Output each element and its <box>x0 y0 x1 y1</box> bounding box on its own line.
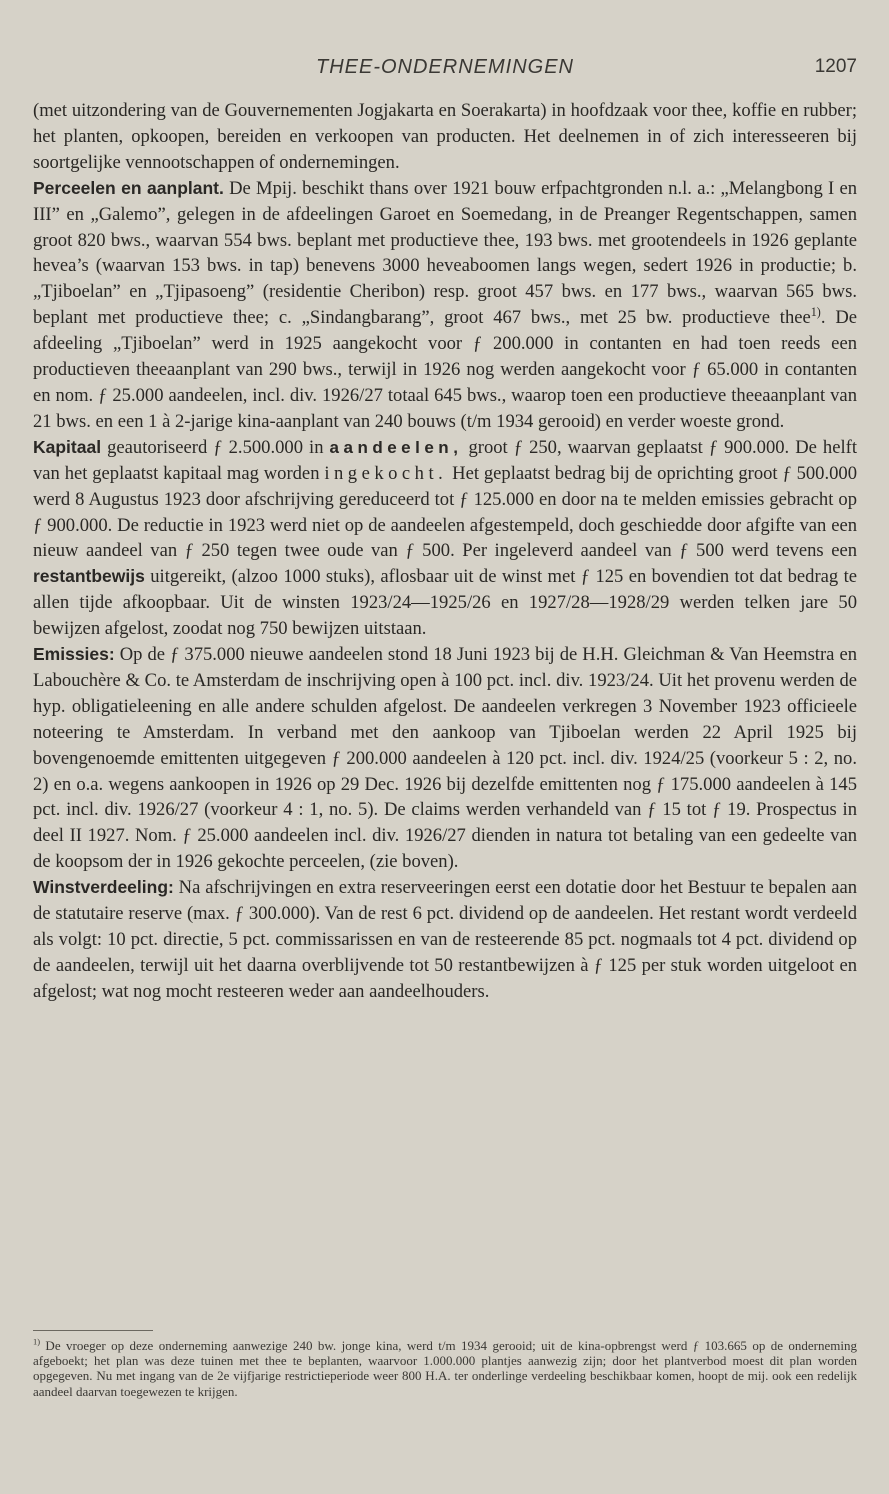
section-heading-perceelen: Perceelen en aanplant. <box>33 177 224 198</box>
paragraph-text: . De afdeeling „Tjiboelan” werd in 1925 aangekocht voor ƒ 200.000 in contanten en had toen reeds een productieven theeaanplant van 290 bws., terwijl in 1926 nog werden aangekocht voor ƒ 65.000 in contanten en nom. ƒ 25.000 aandeelen, incl. div. 1926/27 totaal 645 bws., waarop toen een productieve theeaanplant van 21 bws. en een 1 à 2-jarige kina-aanplant van 240 bouws (t/m 1934 gerooid) en verder woeste grond. <box>33 307 857 432</box>
paragraph-perceelen <box>33 176 857 435</box>
footnote-text: De vroeger op deze onderneming aanwezige 240 bw. jonge kina, werd t/m 1934 gerooid; uit de kina-opbrengst werd ƒ 103.665 op de onderneming afgeboekt; het plan was deze tuinen met thee te beplanten, waarvoor 1.000.000 plantjes aanwezig zijn; door het plantverbod moest dit plan worden opgegeven. Nu met ingang van de 2e vijfjarige restrictieperiode weer 800 H.A. ter onderlinge verdeeling beschikbaar komen, hoopt de mij. ook een redelijk aandeel daarvan toegewezen te krijgen. <box>33 1338 857 1399</box>
section-heading-kapitaal: Kapitaal <box>33 436 102 457</box>
page-number: 1207 <box>814 56 857 77</box>
paragraph-text: (met uitzondering van de Gouvernementen Jogjakarta en Soerakarta) in hoofdzaak voor thee, koffie en rubber; het planten, opkoopen, bereiden en verkoopen van producten. Het deelnemen in of zich interesseeren bij soortgelijke vennootschappen of ondernemingen. <box>33 100 857 173</box>
paragraph-text: groot ƒ 250, waarvan geplaatst ƒ 900.000. De helft van het geplaatst kapitaal mag worden <box>33 436 858 484</box>
footnote <box>33 1338 857 1399</box>
running-header <box>33 56 857 88</box>
paragraph-text: geautoriseerd ƒ 2.500.000 in <box>101 436 330 458</box>
paragraph-text: De Mpij. beschikt thans over 1921 bouw erfpachtgronden n.l. a.: „Melangbong I en III” en „Galemo”, gelegen in de afdeelingen Garoet en Soemedang, in de Preanger Regentschappen, samen groot 820 bws., waarvan 554 bws. beplant met productieve thee, 193 bws. met grootendeels in 1926 geplante hevea’s (waarvan 153 bws. in tap) benevens 3000 heveaboomen langs wegen, sedert 1926 in productie; b. „Tjiboelan” en „Tjipasoeng” (residentie Cheribon) resp. groot 457 bws. en 177 bws., waarvan 565 bws. beplant met productieve thee; c. „Sindangbarang”, groot 467 bws., met 25 bw. productieve thee <box>33 177 857 329</box>
running-title: THEE-ONDERNEMINGEN <box>315 56 574 78</box>
spaced-term-ingekocht: ingekocht. <box>324 462 448 484</box>
footnote-reference: 1) <box>810 305 821 320</box>
paragraph-text: Het geplaatst bedrag bij de oprichting groot ƒ 500.000 werd 8 Augustus 1923 door afschrijving gereduceerd tot ƒ 125.000 en door na te melden emissies gebracht op ƒ 900.000. De reductie in 1923 werd niet op de aandeelen afgestempeld, doch geschiedde door afgifte van een nieuw aandeel van ƒ 250 tegen twee oude van ƒ 500. Per ingeleverd aandeel van ƒ 500 werd tevens een <box>33 462 857 562</box>
bold-term-restantbewijs: restantbewijs <box>33 566 145 587</box>
paragraph-winstverdeeling <box>33 875 857 1005</box>
paragraph-emissies <box>33 642 857 875</box>
paragraph-objective <box>33 98 857 176</box>
footnote-marker: 1) <box>33 1336 41 1347</box>
paragraph-text: Na afschrijvingen en extra reserveeringen eerst een dotatie door het Bestuur te bepalen aan de statutaire reserve (max. ƒ 300.000). Van de rest 6 pct. dividend op de aandeelen. Het restant wordt verdeeld als volgt: 10 pct. directie, 5 pct. commissarissen en van de resteerende 85 pct. nogmaals tot 4 pct. dividend op de aandeelen, terwijl uit het daarna overblijvende tot 50 restantbewijzen à ƒ 125 per stuk worden uitgeloot en afgelost; wat nog mocht resteeren weder aan aandeelhouders. <box>33 877 857 1002</box>
body-text <box>33 98 857 1005</box>
spaced-term-aandeelen: aandeelen, <box>329 437 463 457</box>
paragraph-kapitaal <box>33 435 857 642</box>
section-heading-emissies: Emissies: <box>33 644 115 665</box>
paragraph-text: Op de ƒ 375.000 nieuwe aandeelen stond 18 Juni 1923 bij de H.H. Gleichman & Van Heemstra en Labouchère & Co. te Amsterdam de inschrijving open à 100 pct. incl. div. 1923/24. Uit het provenu werden de hyp. obligatieleening en alle andere schulden afgelost. De aandeelen verkregen 3 November 1923 officieele noteering te Amsterdam. In verband met den aankoop van Tjiboelan werden 22 April 1925 bij bovengenoemde emittenten uitgegeven ƒ 200.000 aandeelen à 120 pct. incl. div. 1924/25 (voorkeur 5 : 2, no. 2) en o.a. wegens aankoopen in 1926 op 29 Dec. 1926 bij dezelfde emittenten nog ƒ 175.000 aandeelen à 145 pct. incl. div. 1926/27 (voorkeur 4 : 1, no. 5). De claims werden verhandeld van ƒ 15 tot ƒ 19. Prospectus in deel II 1927. Nom. ƒ 25.000 aandeelen incl. div. 1926/27 dienden in natura tot betaling van een gedeelte van de koopsom der in 1926 gekochte perceelen, (zie boven). <box>33 644 857 873</box>
paragraph-text: uitgereikt, (alzoo 1000 stuks), aflosbaar uit de winst met ƒ 125 en bovendien tot dat bedrag te allen tijde afkoopbaar. Uit de winsten 1923/24—1925/26 en 1927/28—1928/29 werden telken jare 50 bewijzen afgelost, zoodat nog 750 bewijzen uitstaan. <box>33 566 857 640</box>
footnote-divider <box>33 1330 153 1331</box>
section-heading-winstverdeeling: Winstverdeeling: <box>33 877 174 898</box>
